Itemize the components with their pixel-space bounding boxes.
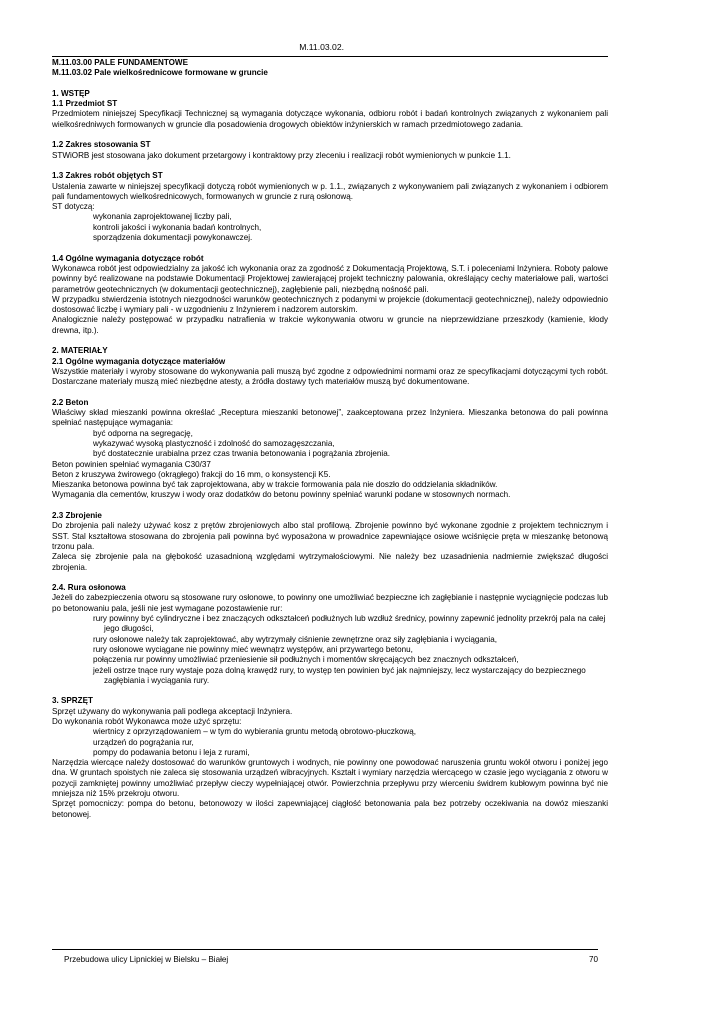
title-line-2: M.11.03.02 Pale wielkośrednicowe formowane w gruncie bbox=[52, 68, 268, 78]
section-2-2-line: Mieszanka betonowa powinna być tak zaprojektowana, aby w trakcie formowania pala nie doszło do oddzielania składników. bbox=[52, 480, 498, 490]
section-2-heading: 2. MATERIAŁY bbox=[52, 346, 108, 356]
page-number: 70 bbox=[588, 955, 598, 964]
list-item: pompy do podawania betonu i leja z rurami, bbox=[93, 747, 250, 757]
list-item: rury powinny być cylindryczne i bez znaczących odkształceń podłużnych lub wzdłuż średnicy, powinny zapewnić jednolity przekrój pala na całej jego długości, bbox=[93, 614, 606, 634]
list-item: być odporna na segregację, bbox=[93, 428, 193, 438]
section-1-4-paragraph-1: Wykonawca robót jest odpowiedzialny za jakość ich wykonania oraz za zgodność z Dokumentacją Projektową, S.T. i poleceniami Inżyniera. Roboty palowe powinny być realizowane na podstawie Dokumentacji Projektowej zawierającej projekt techniczny palowania, określający cechy materiałowe pali, wartości parametrów geotechnicznych (w dokumentacji geotechnicznej), zagłębienie pali, niezbędną nośność pali. bbox=[52, 263, 608, 294]
section-3-paragraph-2: Sprzęt pomocniczy: pompa do betonu, betonowozy w ilości zapewniającej ciągłość betonowania pala bez potrzeby oczekiwania na dowóz mieszanki betonowej. bbox=[52, 799, 608, 819]
section-1-4-paragraph-2: W przypadku stwierdzenia istotnych niezgodności warunków geotechnicznych z podanymi w projekcie (dokumentacji geotechnicznej), należy odpowiednio dostosować liczbę i wymiary pali - w uzgodnieniu z Inżynierem i nadzorem autorskim. bbox=[52, 294, 608, 315]
section-3-line-1: Sprzęt używany do wykonywania pali podlega akceptacji Inżyniera. bbox=[52, 706, 293, 716]
section-3-heading: 3. SPRZĘT bbox=[52, 696, 93, 706]
page-header bbox=[52, 42, 608, 57]
list-item: wiertnicy z oprzyrządowaniem – w tym do wybierania gruntu metodą obrotowo-płuczkową, bbox=[93, 727, 416, 737]
list-item: jeżeli ostrze tnące rury wystaje poza dolną krawędź rury, to występ ten powinien być jak najmniejszy, lecz wystarczający do bezpiecznego zagłębiania i wyciągania rury. bbox=[93, 665, 586, 685]
section-1-1-heading: 1.1 Przedmiot ST bbox=[52, 99, 118, 109]
section-1-4-heading: 1.4 Ogólne wymagania dotyczące robót bbox=[52, 253, 204, 263]
section-2-1-text: Wszystkie materiały i wyroby stosowane do wykonywania pali muszą być zgodne z odpowiednimi normami oraz ze specyfikacjami dotyczącymi tych robót. Dostarczane materiały muszą mieć niezbędne atesty, a źródła dostawy tych materiałów muszą być dokumentowane. bbox=[52, 366, 608, 387]
title-line-1: M.11.03.00 PALE FUNDAMENTOWE bbox=[52, 58, 188, 67]
section-2-3-paragraph-1: Do zbrojenia pali należy używać kosz z prętów zbrojeniowych albo stal profilową. Zbrojenie powinno być wykonane zgodnie z projektem technicznym i SST. Stal kształtowa stosowana do zbrojenia pali powinna być wyposażona w prowadnice zapewniające osiowe wciśnięcie pręta w mieszankę betonową trzonu pala. bbox=[52, 521, 608, 551]
page-footer bbox=[52, 949, 598, 964]
section-2-2-line: Wymagania dla cementów, kruszyw i wody oraz dodatków do betonu powinny spełniać warunki podane w stosownych normach. bbox=[52, 490, 511, 500]
list-item: rury osłonowe należy tak zaprojektować, aby wytrzymały ciśnienie zewnętrzne oraz siły zagłębiania i wyciągania, bbox=[93, 634, 497, 644]
section-1-2-text: STWiORB jest stosowana jako dokument przetargowy i kontraktowy przy zleceniu i realizacji robót wymienionych w punkcie 1.1. bbox=[52, 150, 511, 160]
list-item: wykonania zaprojektowanej liczby pali, bbox=[93, 212, 232, 222]
section-1-3-heading: 1.3 Zakres robót objętych ST bbox=[52, 171, 163, 181]
section-2-4-heading: 2.4. Rura osłonowa bbox=[52, 583, 126, 593]
list-item: kontroli jakości i wykonania badań kontrolnych, bbox=[93, 222, 262, 232]
list-item: rury osłonowe wyciągane nie powinny mieć wewnątrz występów, ani przywartego betonu, bbox=[93, 644, 413, 654]
section-1-4-paragraph-3: Analogicznie należy postępować w przypadku natrafienia w trakcie wykonywania otworu w gruncie na nieprzewidziane przeszkody (kamienie, kłody drewna, itp.). bbox=[52, 315, 608, 335]
section-3-line-2: Do wykonania robót Wykonawca może użyć sprzętu: bbox=[52, 717, 242, 726]
section-1-2-heading: 1.2 Zakres stosowania ST bbox=[52, 140, 151, 150]
section-2-2-heading: 2.2 Beton bbox=[52, 397, 89, 407]
section-1-heading: 1. WSTĘP bbox=[52, 88, 90, 98]
list-item: urządzeń do pogrążania rur, bbox=[93, 737, 194, 747]
list-item: być dostatecznie urabialna przez czas trwania betonowania i pogrążania zbrojenia. bbox=[93, 449, 390, 459]
document-code: M.11.03.02. bbox=[299, 42, 344, 52]
document-body bbox=[52, 58, 608, 820]
section-2-2-intro: Właściwy skład mieszanki powinna określać „Receptura mieszanki betonowej”, zaakceptowana przez Inżyniera. Mieszanka betonowa do pali powinna spełniać następujące wymagania: bbox=[52, 408, 608, 428]
section-2-3-heading: 2.3 Zbrojenie bbox=[52, 511, 102, 521]
section-3-paragraph-1: Narzędzia wiercące należy dostosować do warunków gruntowych i wodnych, nie powinny one powodować naruszenia gruntu wokół otworu i poniżej jego dna. W gruntach spoistych nie zaleca się stosowania urządzeń wibracyjnych. Kształt i wymiary narzędzia wiercącego w czasie jego wyciągania z otworu w pozycji zamkniętej powinny umożliwiać przepływ cieczy wypełniającej otwór. Powierzchnia przepływu przy wierceniu świdrem kubłowym powinna być nie mniejsza niż 15% przekroju otworu. bbox=[52, 758, 608, 799]
section-2-4-intro: Jeżeli do zabezpieczenia otworu są stosowane rury osłonowe, to powinny one umożliwiać bezpieczne ich zagłębianie i następnie wyciągnięcie podczas lub po betonowaniu pala, jeśli nie jest wymagane pozostawienie rur: bbox=[52, 593, 608, 613]
section-2-2-line: Beton z kruszywa żwirowego (okrągłego) frakcji do 16 mm, o konsystencji K5. bbox=[52, 469, 331, 479]
section-2-3-paragraph-2: Zaleca się zbrojenie pala na głębokość uzasadnioną względami wytrzymałościowymi. Nie należy bez uzasadnienia nadmiernie zwiększać długości zbrojenia. bbox=[52, 552, 608, 572]
section-2-2-line: Beton powinien spełniać wymagania C30/37 bbox=[52, 459, 211, 469]
list-item: wykazywać wysoką plastyczność i zdolność do samozagęszczania, bbox=[93, 438, 335, 448]
footer-project-title: Przebudowa ulicy Lipnickiej w Bielsku – Białej bbox=[64, 955, 229, 964]
section-1-3-lead: ST dotyczą: bbox=[52, 202, 95, 212]
section-1-3-text: Ustalenia zawarte w niniejszej specyfikacji dotyczą robót wymienionych w p. 1.1., związanych z wykonywaniem pali związanych z wykonaniem i odbiorem pali fundamentowych wielkośrednicowych, formowanych w gruncie z rurą osłonową. bbox=[52, 181, 608, 201]
list-item: połączenia rur powinny umożliwiać przeniesienie sił podłużnych i momentów skręcających bez znacznych odkształceń, bbox=[93, 655, 519, 665]
section-1-1-text: Przedmiotem niniejszej Specyfikacji Technicznej są wymagania dotyczące wykonania, odbioru robót i badań kontrolnych związanych z wykonaniem pali wielkośredniwych formowanych w gruncie dla posadowienia drogowych obiektów inżynierskich w ramach przedmiotowego zadania. bbox=[52, 109, 608, 129]
list-item: sporządzenia dokumentacji powykonawczej. bbox=[93, 233, 253, 243]
section-2-1-heading: 2.1 Ogólne wymagania dotyczące materiałów bbox=[52, 356, 226, 366]
